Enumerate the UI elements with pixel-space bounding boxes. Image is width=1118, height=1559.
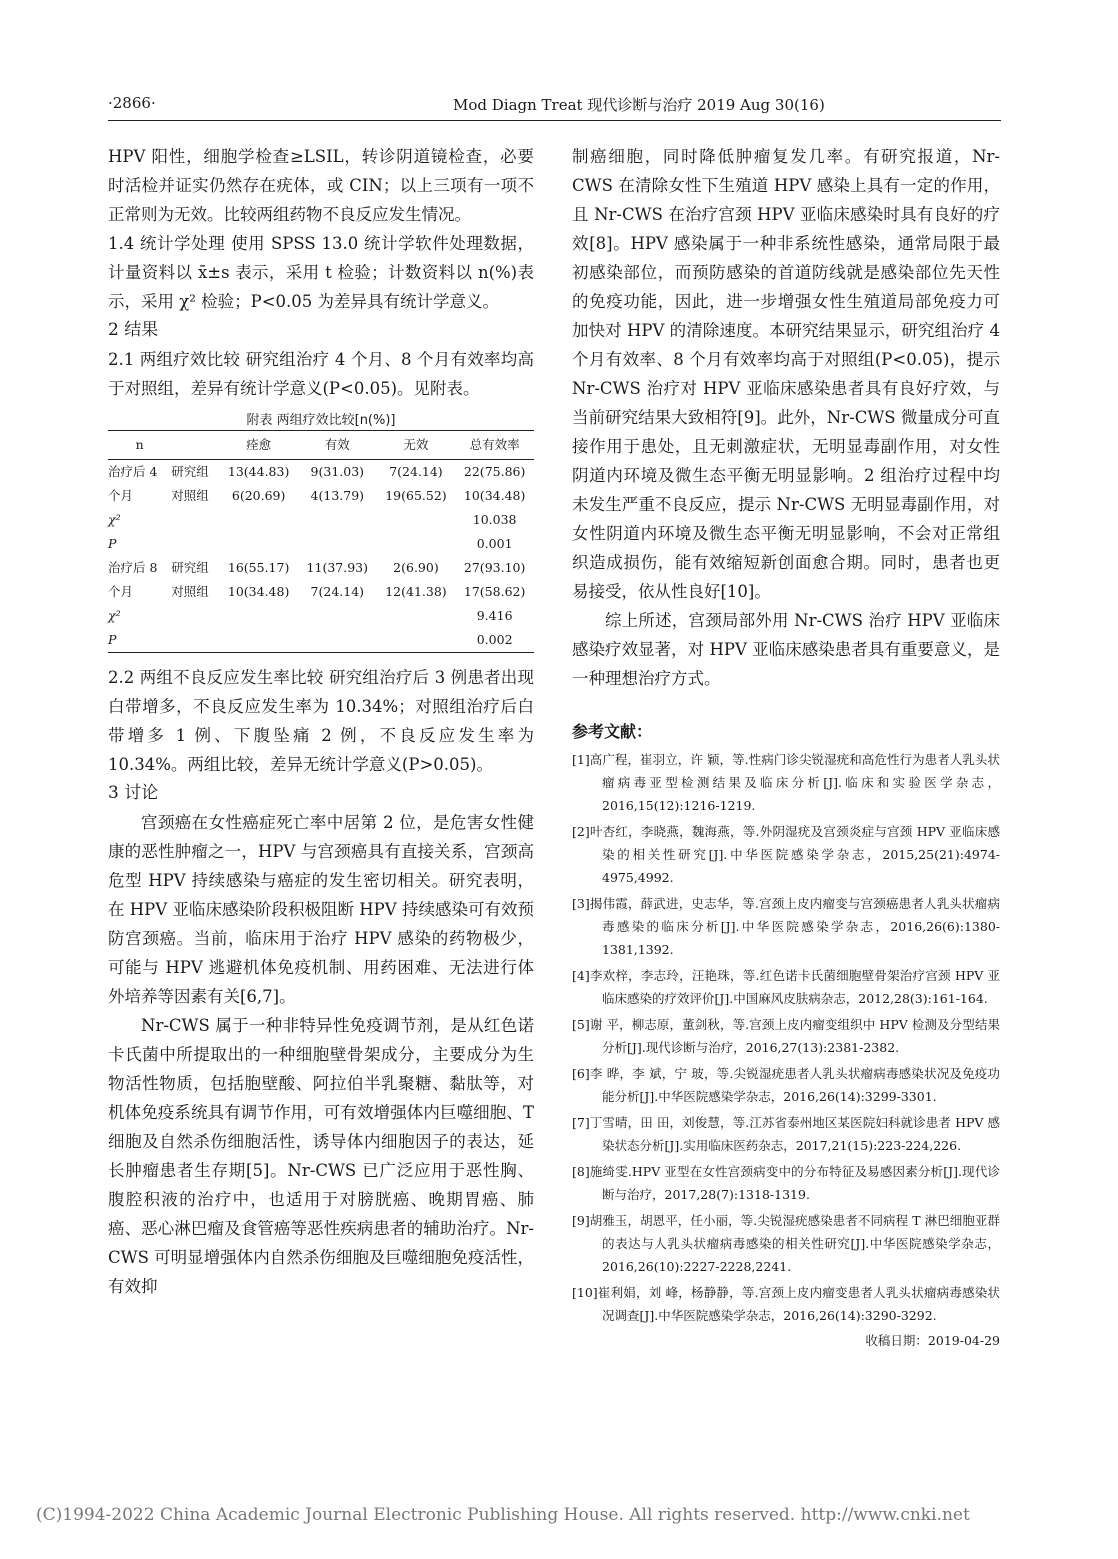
table-cell bbox=[219, 508, 298, 532]
table-cell bbox=[171, 604, 219, 628]
table-cell: χ² bbox=[108, 608, 121, 623]
table-header-cell: n bbox=[108, 431, 171, 460]
table-cell bbox=[171, 628, 219, 653]
left-column bbox=[108, 142, 534, 1301]
reference-item: [1]高广程，崔羽立，许 颖，等.性病门诊尖锐湿疣和高危性行为患者人乳头状瘤病毒亚型检测结果及临床分析[J].临床和实验医学杂志，2016,15(12):1216-1219. bbox=[572, 752, 1000, 813]
efficacy-table bbox=[108, 430, 534, 653]
discussion-paragraph-2-continued: 制癌细胞，同时降低肿瘤复发几率。有研究报道，Nr-CWS 在清除女性下生殖道 HPV 感染上具有一定的作用，且 Nr-CWS 在治疗宫颈 HPV 亚临床感染时具有良好的疗效[8]。HPV 感染属于一种非系统性感染，通常局限于最初感染部位，而预防感染的首道防线就是感染部位先天性的免疫功能，因此，进一步增强女性生殖道局部免疫力可加快对 HPV 的清除速度。本研究结果显示，研究组治疗 4 个月有效率、8 个月有效率均高于对照组(P<0.05)，提示 Nr-CWS 治疗对 HPV 亚临床感染患者具有良好疗效，与当前研究结果大致相符[9]。此外，Nr-CWS 微量成分可直接作用于患处，且无刺激症状，无明显毒副作用，对女性阴道内环境及微生态平衡无明显影响。2 组治疗过程中均未发生严重不良反应，提示 Nr-CWS 无明显毒副作用，对女性阴道内环境及微生态平衡无明显影响，不会对正常组织造成损伤，能有效缩短新创面愈合期。同时，患者也更易接受，依从性良好[10]。 bbox=[572, 147, 1000, 601]
table-cell: 研究组 bbox=[171, 464, 209, 479]
table-cell bbox=[377, 628, 456, 653]
table-header-cell: 总有效率 bbox=[455, 431, 534, 460]
table-cell: 对照组 bbox=[171, 584, 209, 599]
table-cell bbox=[219, 532, 298, 556]
table-header-cell: 痊愈 bbox=[219, 431, 298, 460]
table-cell bbox=[298, 604, 377, 628]
table-cell bbox=[171, 508, 219, 532]
section-heading-discussion: 3 讨论 bbox=[108, 783, 159, 803]
table-cell: 治疗后 4 bbox=[108, 464, 158, 479]
table-cell: 10(34.48) bbox=[227, 584, 290, 599]
table-cell: 10.038 bbox=[472, 512, 517, 527]
reference-item: [7]丁雪晴，田 田，刘俊慧，等.江苏省泰州地区某医院妇科就诊患者 HPV 感染状态分析[J].实用临床医药杂志，2017,21(15):223-224,226. bbox=[572, 1115, 1000, 1153]
table-cell: 6(20.69) bbox=[231, 488, 286, 503]
table-cell: 9(31.03) bbox=[310, 464, 365, 479]
table-cell: 16(55.17) bbox=[227, 560, 290, 575]
page-number: ·2866· bbox=[108, 94, 156, 112]
table-cell: P bbox=[108, 628, 171, 653]
table-cell bbox=[377, 508, 456, 532]
right-column bbox=[572, 142, 1000, 1349]
table-cell: 研究组 bbox=[171, 560, 209, 575]
table-cell: 12(41.38) bbox=[385, 584, 447, 599]
reference-item: [9]胡雅玉，胡恩平，任小丽，等.尖锐湿疣感染患者不同病程 T 淋巴细胞亚群的表达与人乳头状瘤病毒感染的相关性研究[J].中华医院感染学杂志，2016,26(10):2227-2228,2241. bbox=[572, 1213, 1000, 1274]
references-list bbox=[572, 748, 1000, 1327]
table-cell: 个月 bbox=[108, 584, 134, 599]
table-cell: 2(6.90) bbox=[393, 560, 439, 575]
table-cell: P bbox=[108, 536, 117, 551]
table-cell: 0.002 bbox=[455, 628, 534, 653]
table-row bbox=[108, 556, 534, 580]
reference-item: [4]李欢梓，李志玲，汪艳珠，等.红色诺卡氏菌细胞壁骨架治疗宫颈 HPV 亚临床感染的疗效评价[J].中国麻风皮肤病杂志，2012,28(3):161-164. bbox=[572, 968, 1000, 1006]
table-header-cell bbox=[171, 431, 219, 460]
table-cell: 19(65.52) bbox=[385, 488, 447, 503]
received-date: 收稿日期：2019-04-29 bbox=[865, 1333, 1000, 1348]
table-cell: 4(13.79) bbox=[310, 488, 365, 503]
table-cell: 0.001 bbox=[476, 536, 513, 551]
table-cell bbox=[377, 532, 456, 556]
section-heading-results: 2 结果 bbox=[108, 320, 159, 340]
table-cell: 22(75.86) bbox=[463, 464, 526, 479]
table-cell: 10(34.48) bbox=[463, 488, 526, 503]
table-cell bbox=[219, 628, 298, 653]
table-row bbox=[108, 460, 534, 485]
page-header bbox=[108, 92, 1001, 121]
reference-item: [2]叶杏红，李晓燕，魏海燕，等.外阴湿疣及宫颈炎症与宫颈 HPV 亚临床感染的相关性研究[J].中华医院感染学杂志，2015,25(21):4974-4975,4992. bbox=[572, 824, 1000, 885]
table-header-row bbox=[108, 431, 534, 460]
table-cell: 对照组 bbox=[171, 488, 209, 503]
paragraph-criteria: HPV 阳性，细胞学检查≥LSIL，转诊阴道镜检查，必要时活检并证实仍然存在疣体，或 CIN；以上三项有一项不正常则为无效。比较两组药物不良反应发生情况。 bbox=[108, 147, 534, 224]
reference-item: [3]揭伟霞，薛武进，史志华，等.宫颈上皮内瘤变与宫颈癌患者人乳头状瘤病毒感染的临床分析[J].中华医院感染学杂志，2016,26(6):1380-1381,1392. bbox=[572, 896, 1000, 957]
table-row bbox=[108, 484, 534, 508]
table-cell: 27(93.10) bbox=[463, 560, 526, 575]
reference-item: [8]施绮雯.HPV 亚型在女性宫颈病变中的分布特征及易感因素分析[J].现代诊断与治疗，2017,28(7):1318-1319. bbox=[572, 1164, 1000, 1202]
table-cell bbox=[219, 604, 298, 628]
table-caption: 附表 两组疗效比较[n(%)] bbox=[246, 413, 396, 428]
reference-item: [10]崔利娟，刘 峰，杨静静，等.宫颈上皮内瘤变患者人乳头状瘤病毒感染状况调查[J].中华医院感染学杂志，2016,26(14):3290-3292. bbox=[572, 1285, 1000, 1323]
table-cell: 17(58.62) bbox=[463, 584, 526, 599]
table-cell bbox=[377, 604, 456, 628]
table-cell: 7(24.14) bbox=[310, 584, 365, 599]
section-2-2: 2.2 两组不良反应发生率比较 研究组治疗后 3 例患者出现白带增多，不良反应发生率为 10.34%；对照组治疗后白带增多 1 例、下腹坠痛 2 例，不良反应发生率为 10.34%。两组比较，差异无统计学意义(P>0.05)。 bbox=[108, 668, 534, 774]
references-heading: 参考文献： bbox=[572, 722, 653, 741]
table-row bbox=[108, 532, 534, 556]
table-cell: 13(44.83) bbox=[227, 464, 290, 479]
journal-running-head: Mod Diagn Treat 现代诊断与治疗 2019 Aug 30(16) bbox=[453, 96, 825, 114]
table-row bbox=[108, 628, 534, 653]
reference-item: [6]李 晔，李 斌，宁 玻，等.尖锐湿疣患者人乳头状瘤病毒感染状况及免疫功能分析[J].中华医院感染学杂志，2016,26(14):3299-3301. bbox=[572, 1066, 1000, 1104]
discussion-paragraph-1: 宫颈癌在女性癌症死亡率中居第 2 位，是危害女性健康的恶性肿瘤之一，HPV 与宫颈癌具有直接关系，宫颈高危型 HPV 持续感染与癌症的发生密切相关。研究表明，在 HPV 亚临床感染阶段积极阻断 HPV 持续感染可有效预防宫颈癌。当前，临床用于治疗 HPV 感染的药物极少，可能与 HPV 逃避机体免疫机制、用药困难、无法进行体外培养等因素有关[6,7]。 bbox=[108, 813, 534, 1006]
table-cell: 11(37.93) bbox=[306, 560, 368, 575]
table-row bbox=[108, 508, 534, 532]
table-header-cell: 无效 bbox=[377, 431, 456, 460]
section-2-1: 2.1 两组疗效比较 研究组治疗 4 个月、8 个月有效率均高于对照组，差异有统计学意义(P<0.05)。见附表。 bbox=[108, 350, 534, 398]
table-cell: 治疗后 8 bbox=[108, 560, 158, 575]
table-cell bbox=[298, 532, 377, 556]
table-cell: 9.416 bbox=[476, 608, 513, 623]
table-row bbox=[108, 604, 534, 628]
table-row bbox=[108, 580, 534, 604]
table-cell: χ² bbox=[108, 512, 121, 527]
table-cell bbox=[171, 532, 219, 556]
table-header-cell: 有效 bbox=[298, 431, 377, 460]
reference-item: [5]谢 平，柳志原，董剑秋，等.宫颈上皮内瘤变组织中 HPV 检测及分型结果分析[J].现代诊断与治疗，2016,27(13):2381-2382. bbox=[572, 1017, 1000, 1055]
discussion-paragraph-2: Nr-CWS 属于一种非特异性免疫调节剂，是从红色诺卡氏菌中所提取出的一种细胞壁骨架成分，主要成分为生物活性物质，包括胞壁酸、阿拉伯半乳聚糖、黏肽等，对机体免疫系统具有调节作用，可有效增强体内巨噬细胞、T 细胞及自然杀伤细胞活性，诱导体内细胞因子的表达，延长肿瘤患者生存期[5]。Nr-CWS 已广泛应用于恶性胸、腹腔积液的治疗中，也适用于对膀胱癌、晚期胃癌、肺癌、恶心淋巴瘤及食管癌等恶性疾病患者的辅助治疗。Nr-CWS 可明显增强体内自然杀伤细胞及巨噬细胞免疫活性，有效抑 bbox=[108, 1016, 534, 1296]
conclusion-paragraph: 综上所述，宫颈局部外用 Nr-CWS 治疗 HPV 亚临床感染疗效显著，对 HPV 亚临床感染患者具有重要意义，是一种理想治疗方式。 bbox=[572, 611, 1000, 688]
copyright-footer: (C)1994-2022 China Academic Journal Electronic Publishing House. All rights reserved. http://www.cnki.net bbox=[36, 1505, 970, 1525]
table-cell: 个月 bbox=[108, 488, 134, 503]
section-1-4: 1.4 统计学处理 使用 SPSS 13.0 统计学软件处理数据，计量资料以 x̄±s 表示，采用 t 检验；计数资料以 n(%)表示，采用 χ² 检验；P<0.05 为差异具有统计学意义。 bbox=[108, 234, 534, 311]
table-cell: 7(24.14) bbox=[389, 464, 443, 479]
table-cell bbox=[298, 628, 377, 653]
table-cell bbox=[298, 508, 377, 532]
